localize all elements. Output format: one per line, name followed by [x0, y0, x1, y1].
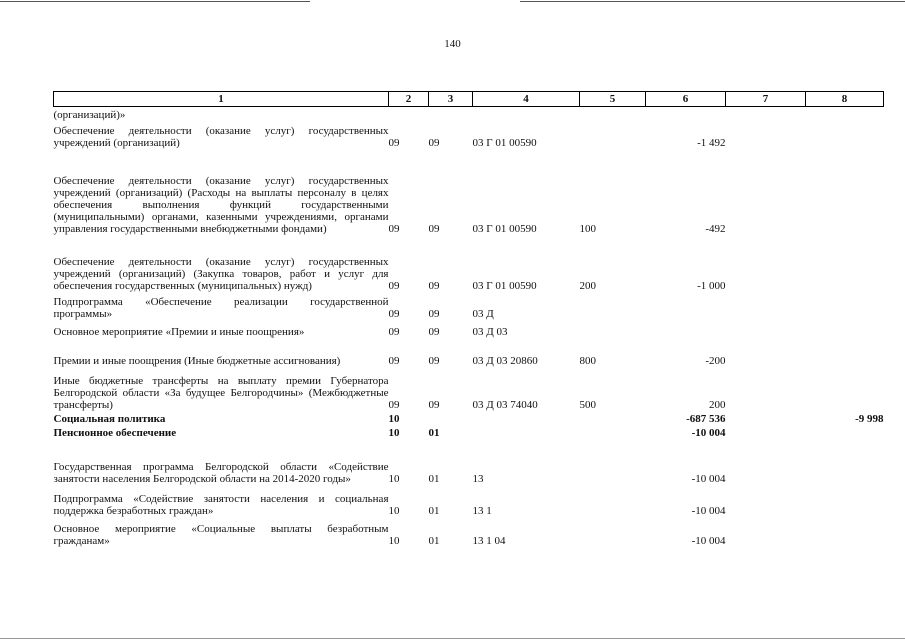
table-row — [54, 338, 884, 367]
expense-type-cell — [580, 517, 646, 547]
expense-type-cell — [580, 425, 646, 439]
section-cell: 09 — [388, 354, 400, 367]
amount-cell — [646, 107, 726, 121]
row-name-cell: Основное мероприятие «Социальные выплаты безработным гражданам» — [53, 522, 389, 547]
section-cell: 10 — [388, 426, 400, 439]
expense-type-cell: 800 — [579, 354, 596, 367]
row-name-cell: Подпрограмма «Содействие занятости населения и социальная поддержка безработных граждан» — [53, 492, 389, 517]
column-header: 6 — [646, 92, 726, 107]
column-header: 3 — [429, 92, 473, 107]
budget-table — [53, 91, 884, 547]
column-8-cell — [806, 292, 884, 320]
table-row — [54, 149, 884, 235]
column-8-cell — [806, 517, 884, 547]
amount-cell — [646, 320, 726, 338]
section-cell: 09 — [388, 398, 400, 411]
row-name-cell: Премии и иные поощрения (Иные бюджетные ассигнования) — [53, 354, 341, 367]
subsection-cell: 09 — [428, 325, 440, 338]
column-header: 2 — [389, 92, 429, 107]
row-name-cell: Социальная политика — [53, 412, 166, 425]
section-cell: 09 — [388, 307, 400, 320]
row-name-cell: Обеспечение деятельности (оказание услуг) государственных учреждений (организаций) — [53, 124, 389, 149]
section-cell: 10 — [388, 412, 400, 425]
column-7-cell — [726, 149, 806, 235]
column-8-cell — [806, 149, 884, 235]
expense-type-cell: 100 — [579, 222, 596, 235]
column-8-cell — [806, 439, 884, 485]
target-article-cell: 13 1 — [472, 504, 492, 517]
scan-edge-line — [0, 1, 310, 2]
subsection-cell: 01 — [428, 504, 440, 517]
target-article-cell: 03 Г 01 00590 — [472, 136, 537, 149]
row-name-cell: Обеспечение деятельности (оказание услуг) государственных учреждений (организаций) (Расходы на выплаты персоналу в целях обеспечения выполнения функций государственными (муниципальными) органами, казенными учреждениями, органами управления государственными внебюджетными фондами) — [53, 174, 389, 235]
subsection-cell: 01 — [428, 472, 440, 485]
table-row — [54, 367, 884, 411]
column-8-cell — [806, 320, 884, 338]
column-7-cell — [726, 517, 806, 547]
expense-type-cell — [580, 411, 646, 425]
expense-type-cell — [580, 121, 646, 149]
section-cell: 09 — [388, 136, 400, 149]
section-cell: 09 — [388, 279, 400, 292]
column-8-cell — [806, 367, 884, 411]
target-article-cell: 13 — [472, 472, 484, 485]
target-article-cell: 03 Г 01 00590 — [472, 222, 537, 235]
subsection-cell: 09 — [428, 222, 440, 235]
column-7-cell — [726, 107, 806, 121]
column-8-cell — [806, 121, 884, 149]
amount-cell: -687 536 — [686, 412, 726, 425]
subsection-cell: 01 — [428, 426, 440, 439]
row-name-cell: Подпрограмма «Обеспечение реализации государственной программы» — [53, 295, 389, 320]
amount-cell: -492 — [705, 222, 726, 235]
amount-cell — [646, 292, 726, 320]
expense-type-cell — [580, 439, 646, 485]
row-name-cell: Иные бюджетные трансферты на выплату премии Губернатора Белгородской области «За будущее Белгородчины» (Межбюджетные трансферты) — [53, 374, 389, 411]
table-row — [54, 425, 884, 439]
expense-type-cell: 500 — [579, 398, 596, 411]
target-article-cell: 03 Д 03 — [472, 325, 508, 338]
column-8-cell — [806, 338, 884, 367]
target-article-cell: 03 Д 03 20860 — [472, 354, 538, 367]
expense-type-cell — [580, 485, 646, 517]
expense-type-cell: 200 — [579, 279, 596, 292]
column-8-cell — [806, 107, 884, 121]
subsection-cell: 09 — [428, 279, 440, 292]
subsection-cell: 09 — [428, 136, 440, 149]
table-row — [54, 517, 884, 547]
section-cell: 10 — [388, 534, 400, 547]
table-header-row — [54, 92, 884, 107]
target-article-cell — [473, 107, 580, 121]
target-article-cell: 13 1 04 — [472, 534, 506, 547]
column-7-cell — [726, 425, 806, 439]
subsection-cell — [429, 411, 473, 425]
row-name-cell: Пенсионное обеспечение — [53, 426, 177, 439]
section-cell — [389, 107, 429, 121]
column-header: 5 — [580, 92, 646, 107]
column-8-cell — [806, 425, 884, 439]
column-8-cell — [806, 235, 884, 292]
target-article-cell: 03 Г 01 00590 — [472, 279, 537, 292]
column-8-cell — [806, 485, 884, 517]
subsection-cell: 09 — [428, 354, 440, 367]
table-row — [54, 320, 884, 338]
table-row — [54, 235, 884, 292]
target-article-cell — [473, 411, 580, 425]
table-row — [54, 439, 884, 485]
column-header: 7 — [726, 92, 806, 107]
column-7-cell — [726, 439, 806, 485]
section-cell: 10 — [388, 504, 400, 517]
expense-type-cell — [580, 107, 646, 121]
column-7-cell — [726, 485, 806, 517]
amount-cell: -10 004 — [691, 472, 726, 485]
subsection-cell: 01 — [428, 534, 440, 547]
target-article-cell: 03 Д 03 74040 — [472, 398, 538, 411]
table-row — [54, 121, 884, 149]
table-row — [54, 411, 884, 425]
expense-type-cell — [580, 292, 646, 320]
column-7-cell — [726, 121, 806, 149]
target-article-cell: 03 Д — [472, 307, 494, 320]
row-name-cell: Основное мероприятие «Премии и иные поощрения» — [53, 325, 305, 338]
subsection-cell: 09 — [428, 307, 440, 320]
column-7-cell — [726, 411, 806, 425]
column-header: 4 — [473, 92, 580, 107]
amount-cell: -200 — [705, 354, 726, 367]
row-name-cell: Обеспечение деятельности (оказание услуг) государственных учреждений (организаций) (Закупка товаров, работ и услуг для обеспечения государственных (муниципальных) нужд) — [53, 255, 389, 292]
column-8-cell: -9 998 — [855, 412, 884, 425]
column-7-cell — [726, 292, 806, 320]
column-7-cell — [726, 338, 806, 367]
expense-type-cell — [580, 320, 646, 338]
scan-edge-line — [0, 638, 905, 639]
amount-cell: -10 004 — [691, 534, 726, 547]
amount-cell: -10 004 — [691, 504, 726, 517]
table-row — [54, 292, 884, 320]
column-7-cell — [726, 320, 806, 338]
row-name-cell: (организаций)» — [53, 108, 126, 121]
section-cell: 09 — [388, 222, 400, 235]
table-row — [54, 107, 884, 121]
row-name-cell: Государственная программа Белгородской области «Содействие занятости населения Белгородской области на 2014-2020 годы» — [53, 460, 389, 485]
amount-cell: -1 000 — [697, 279, 726, 292]
column-header: 8 — [806, 92, 884, 107]
section-cell: 10 — [388, 472, 400, 485]
section-cell: 09 — [388, 325, 400, 338]
subsection-cell — [429, 107, 473, 121]
page-number: 140 — [444, 38, 461, 50]
target-article-cell — [473, 425, 580, 439]
amount-cell: 200 — [709, 398, 726, 411]
table-row — [54, 485, 884, 517]
subsection-cell: 09 — [428, 398, 440, 411]
column-header: 1 — [54, 92, 389, 107]
table-body — [54, 107, 884, 547]
amount-cell: -1 492 — [697, 136, 726, 149]
column-7-cell — [726, 367, 806, 411]
amount-cell: -10 004 — [691, 426, 726, 439]
scan-edge-line — [520, 1, 905, 2]
column-7-cell — [726, 235, 806, 292]
